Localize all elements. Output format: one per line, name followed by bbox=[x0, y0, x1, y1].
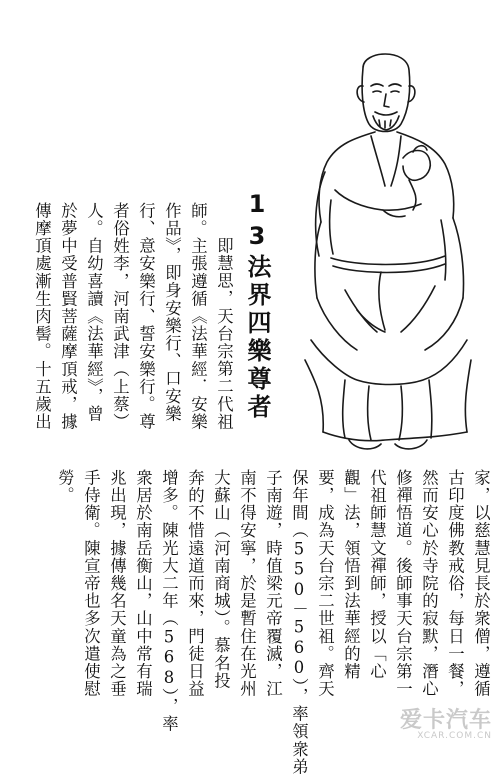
upper-column-6: 人。自幼喜讀《法華經》，曾 bbox=[84, 202, 104, 423]
lower-column-17: 勞。 bbox=[55, 469, 75, 505]
arhat-title bbox=[240, 190, 275, 422]
lower-column-5: 代祖師慧文禪師，授以「心 bbox=[367, 469, 387, 681]
lower-column-16: 手侍衛。陳宣帝也多次遣使慰 bbox=[81, 469, 101, 698]
lower-column-4: 修禪悟道。後師事天台宗第一 bbox=[393, 469, 413, 698]
lower-column-1: 家，以慈慧見長於衆僧，遵循 bbox=[471, 469, 491, 698]
lower-column-3: 然而安心於寺院的寂默，潛心 bbox=[419, 469, 439, 698]
upper-column-8: 傳摩頂處漸生肉髻。十五歲出 bbox=[32, 202, 52, 431]
arhat-illustration bbox=[285, 40, 485, 460]
arhat-name: 法界四樂尊者 bbox=[243, 254, 272, 422]
upper-column-7: 於夢中受普賢菩薩摩頂戒，據 bbox=[58, 202, 78, 431]
lower-column-13: 增多。陳光大二年（568），率 bbox=[159, 469, 179, 733]
watermark-brand: 爱卡汽车 bbox=[399, 708, 492, 733]
lower-column-2: 古印度佛教戒俗，每日一餐， bbox=[445, 469, 465, 698]
lower-column-6: 觀」法，領悟到法華經的精 bbox=[341, 469, 361, 681]
lower-column-12: 奔的不惜遠道而來，門徒日益 bbox=[185, 469, 205, 698]
watermark-url: XCAR.COM.CN bbox=[417, 731, 492, 741]
watermark-logo bbox=[400, 710, 492, 741]
upper-column-3: 作品》，即身安樂行、口安樂 bbox=[162, 202, 182, 423]
upper-column-5: 者俗姓李，河南武津（上蔡） bbox=[110, 202, 130, 431]
lower-column-9: 子南遊，時值梁元帝覆滅，江 bbox=[263, 469, 283, 698]
lower-column-10: 南不得安寧，於是暫住在光州 bbox=[237, 469, 257, 698]
upper-column-4: 行、意安樂行、誓安樂行。尊 bbox=[136, 202, 156, 431]
upper-column-1: 即慧思，天台宗第二代祖 bbox=[214, 237, 234, 431]
lower-column-14: 衆居於南岳衡山，山中常有瑞 bbox=[133, 469, 153, 698]
arhat-number: 13 bbox=[243, 190, 271, 254]
lower-column-8: 保年間（550－560），率領衆弟 bbox=[289, 469, 309, 776]
lower-column-15: 兆出現，據傳幾名天童為之垂 bbox=[107, 469, 127, 698]
lower-column-7: 要，成為天台宗二世祖。齊天 bbox=[315, 469, 335, 698]
upper-column-2: 師。主張遵循《法華經．安樂 bbox=[188, 202, 208, 431]
lower-column-11: 大蘇山（河南商城）。慕名投 bbox=[211, 469, 231, 690]
